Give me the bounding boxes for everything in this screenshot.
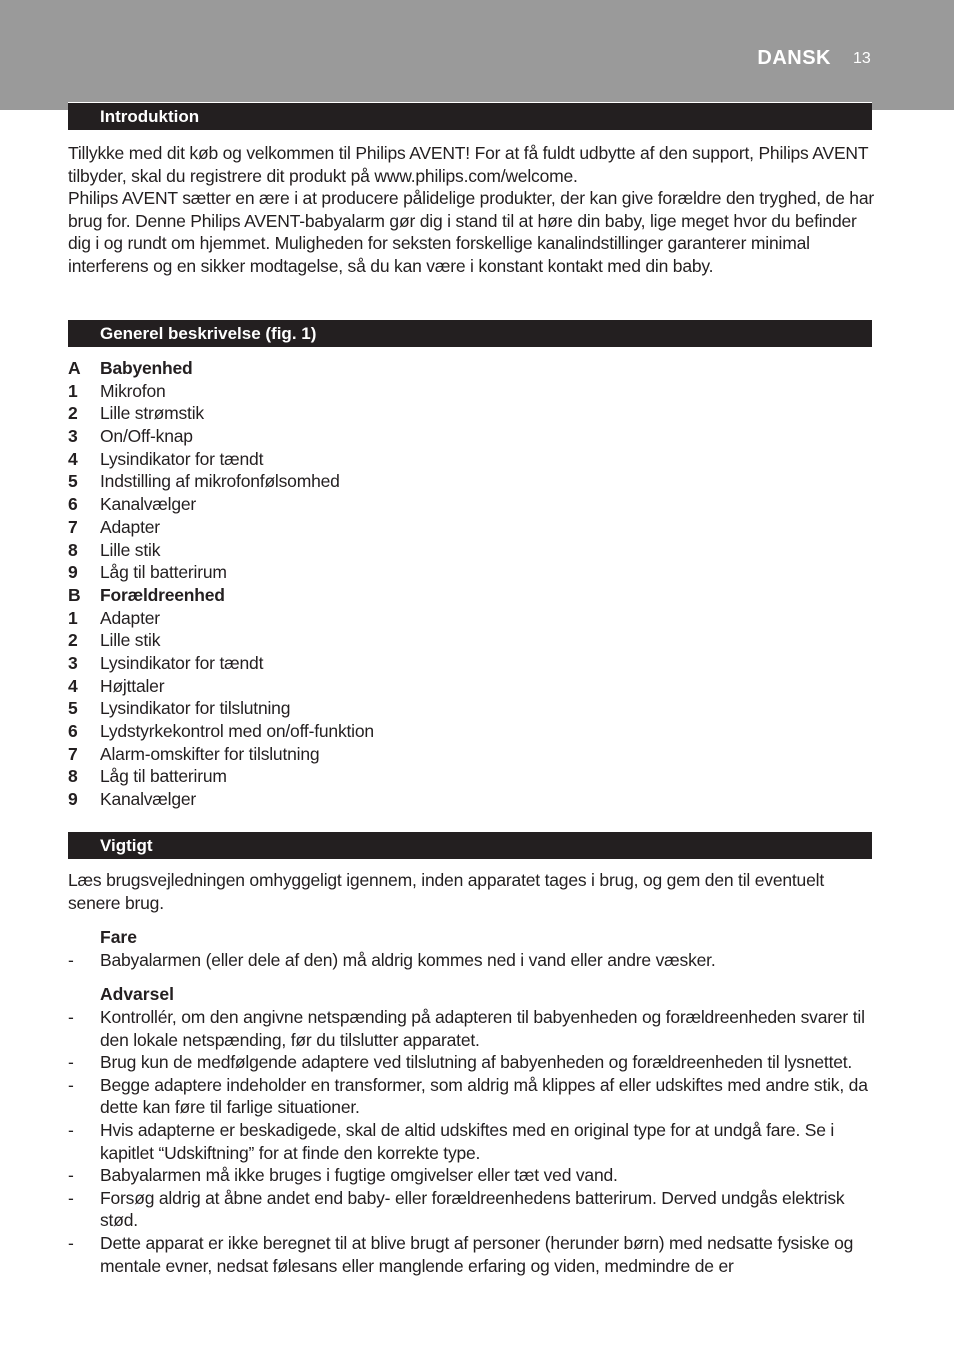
intro-paragraph-2: Philips AVENT sætter en ære i at producere pålidelige produkter, der kan give forældre den tryghed, de har brug for. Denne Philips AVENT-babyalarm gør dig i stand til at høre din baby, lige meget hvor du befinder dig i og rundt om hjemmet. Muligheden for seksten forskellige kanalindstillinger garanterer minimal interferens og en sikker modtagelse, så du kan være i konstant kontakt med din baby. bbox=[68, 188, 874, 276]
item-key: 8 bbox=[68, 766, 78, 787]
item-key: 4 bbox=[68, 675, 78, 696]
item-key: 1 bbox=[68, 380, 78, 401]
item-label: Mikrofon bbox=[100, 380, 166, 401]
bullet-dash: - bbox=[68, 1187, 74, 1208]
bullet-dash: - bbox=[68, 1119, 74, 1140]
item-label: Lydstyrkekontrol med on/off-funktion bbox=[100, 721, 374, 741]
item-label: Højttaler bbox=[100, 675, 165, 696]
list-item bbox=[68, 357, 874, 380]
item-key: 9 bbox=[68, 789, 78, 810]
item-key: 3 bbox=[68, 426, 78, 447]
item-key: 2 bbox=[68, 403, 78, 424]
item-key: 5 bbox=[68, 698, 78, 719]
section-bar-vigtigt bbox=[68, 831, 872, 859]
list-item bbox=[68, 584, 874, 607]
item-label: Lille strømstik bbox=[100, 403, 204, 424]
list-item bbox=[68, 949, 874, 972]
list-item bbox=[68, 425, 874, 448]
item-label: Kanalvælger bbox=[100, 789, 197, 810]
item-key: 6 bbox=[68, 494, 78, 515]
list-item bbox=[68, 448, 874, 471]
item-label: Indstilling af mikrofonfølsomhed bbox=[100, 471, 340, 492]
item-key: 3 bbox=[68, 652, 78, 673]
list-item bbox=[68, 1232, 874, 1277]
item-label: Kanalvælger bbox=[100, 494, 197, 515]
list-item bbox=[68, 720, 874, 743]
page-header bbox=[0, 0, 954, 110]
list-item bbox=[68, 765, 874, 788]
item-key: 9 bbox=[68, 562, 78, 583]
bullet-text: Kontrollér, om den angivne netspænding på adapteren til babyenheden og forældreenheden svarer til den lokale netspænding, før du tilslutter apparatet. bbox=[100, 1007, 865, 1050]
danger-heading: Fare bbox=[100, 927, 137, 947]
list-item bbox=[68, 1074, 874, 1119]
item-key: 8 bbox=[68, 539, 78, 560]
list-item bbox=[68, 516, 874, 539]
page-number: 13 bbox=[853, 50, 871, 67]
item-label: Lille stik bbox=[100, 539, 161, 560]
item-key: 6 bbox=[68, 721, 78, 741]
list-item bbox=[68, 380, 874, 403]
section-bar-introduktion bbox=[68, 102, 872, 130]
list-item bbox=[68, 788, 874, 811]
item-key: 1 bbox=[68, 607, 78, 628]
bullet-text: Hvis adapterne er beskadigede, skal de altid udskiftes med en original type for at undgå fare. Se i kapitlet “Udskiftning” for at finde den korrekte type. bbox=[100, 1119, 835, 1163]
bullet-dash: - bbox=[68, 1007, 74, 1027]
section-title: Vigtigt bbox=[100, 836, 153, 855]
bullet-dash: - bbox=[68, 1232, 74, 1253]
item-key: B bbox=[68, 584, 81, 605]
important-intro: Læs brugsvejledningen omhyggeligt igennem, inden apparatet tages i brug, og gem den til eventuelt senere brug. bbox=[68, 870, 824, 913]
list-item bbox=[68, 652, 874, 675]
list-item bbox=[68, 607, 874, 630]
bullet-text: Babyalarmen må ikke bruges i fugtige omgivelser eller tæt ved vand. bbox=[100, 1165, 618, 1186]
list-item bbox=[68, 1051, 874, 1074]
item-label: Lille stik bbox=[100, 630, 161, 651]
bullet-dash: - bbox=[68, 1165, 74, 1186]
item-label: Lysindikator for tændt bbox=[100, 652, 264, 673]
item-label: Babyenhed bbox=[100, 358, 193, 378]
warning-list bbox=[68, 1006, 874, 1277]
item-label: On/Off-knap bbox=[100, 426, 193, 447]
bullet-dash: - bbox=[68, 950, 74, 970]
item-key: A bbox=[68, 358, 81, 378]
list-item bbox=[68, 1187, 874, 1232]
warning-heading: Advarsel bbox=[100, 984, 174, 1004]
item-label: Lysindikator for tændt bbox=[100, 448, 264, 469]
list-item bbox=[68, 743, 874, 766]
item-label: Adapter bbox=[100, 607, 160, 628]
item-key: 2 bbox=[68, 630, 78, 651]
section-title: Introduktion bbox=[100, 107, 200, 126]
parts-list bbox=[68, 357, 874, 811]
bullet-dash: - bbox=[68, 1074, 74, 1095]
list-item bbox=[68, 402, 874, 425]
list-item bbox=[68, 493, 874, 516]
list-item bbox=[68, 1119, 874, 1164]
item-label: Låg til batterirum bbox=[100, 766, 227, 787]
list-item bbox=[68, 561, 874, 584]
bullet-text: Babyalarmen (eller dele af den) må aldrig kommes ned i vand eller andre væsker. bbox=[100, 950, 716, 970]
section-title: Generel beskrivelse (fig. 1) bbox=[100, 324, 317, 343]
intro-paragraph-1: Tillykke med dit køb og velkommen til Philips AVENT! For at få fuldt udbytte af den support, Philips AVENT tilbyder, skal du registrere dit produkt på www.philips.com/welcome. bbox=[68, 143, 869, 186]
item-label: Forældreenhed bbox=[100, 584, 225, 605]
list-item bbox=[68, 1006, 874, 1051]
bullet-text: Begge adaptere indeholder en transformer, som aldrig må klippes af eller udskiftes med andre stik, da dette kan føre til farlige situationer. bbox=[100, 1074, 868, 1118]
item-label: Alarm-omskifter for tilslutning bbox=[100, 743, 320, 764]
list-item bbox=[68, 539, 874, 562]
item-key: 5 bbox=[68, 471, 78, 492]
bullet-dash: - bbox=[68, 1052, 74, 1073]
list-item bbox=[68, 675, 874, 698]
item-label: Låg til batterirum bbox=[100, 562, 227, 583]
item-key: 7 bbox=[68, 516, 78, 537]
bullet-text: Forsøg aldrig at åbne andet end baby- eller forældreenhedens batterirum. Derved undgås elektrisk stød. bbox=[100, 1187, 845, 1231]
section-bar-generel-beskrivelse bbox=[68, 319, 872, 347]
list-item bbox=[68, 470, 874, 493]
list-item bbox=[68, 1164, 874, 1187]
danger-list bbox=[68, 949, 874, 972]
item-key: 7 bbox=[68, 743, 78, 764]
bullet-text: Brug kun de medfølgende adaptere ved tilslutning af babyenheden og forældreenheden til lysnettet. bbox=[100, 1052, 853, 1073]
list-item bbox=[68, 697, 874, 720]
item-key: 4 bbox=[68, 448, 78, 469]
item-label: Lysindikator for tilslutning bbox=[100, 698, 291, 719]
bullet-text: Dette apparat er ikke beregnet til at blive brugt af personer (herunder børn) med nedsatte fysiske og mentale evner, nedsat følesans eller manglende erfaring og viden, medmindre de er bbox=[100, 1232, 854, 1276]
language-label: DANSK bbox=[757, 47, 831, 69]
item-label: Adapter bbox=[100, 516, 160, 537]
list-item bbox=[68, 629, 874, 652]
